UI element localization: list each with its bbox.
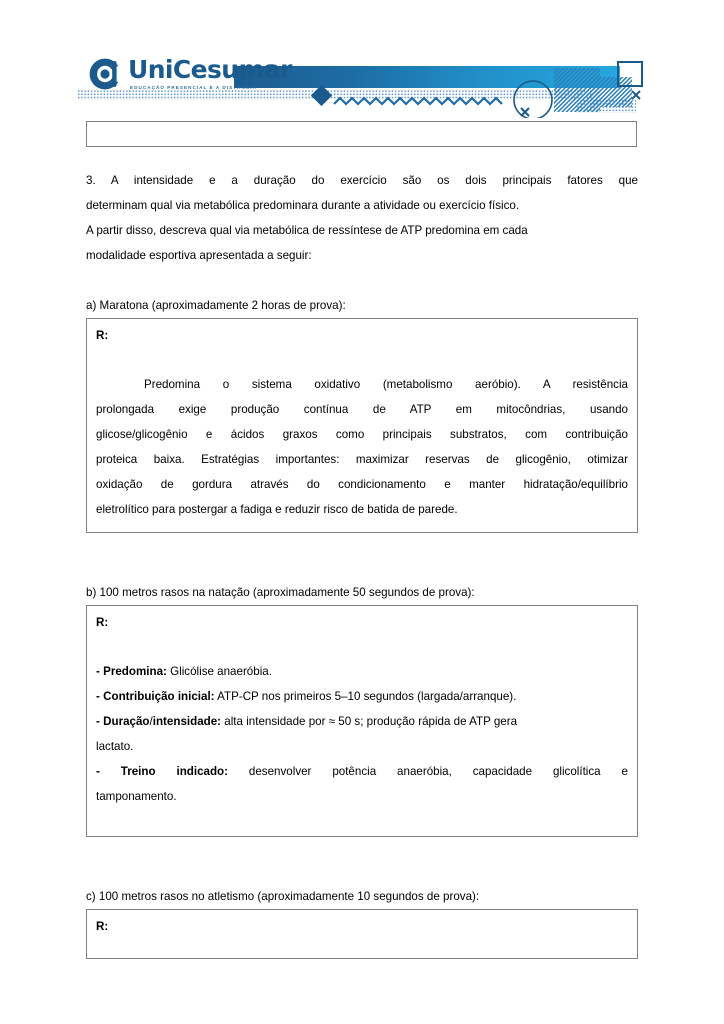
bullet-term-part2: intensidade: [152,715,222,728]
spacer [96,347,628,372]
answer-box-c[interactable] [86,909,638,959]
unicesumar-logo-icon [88,57,122,91]
bullet-dash: - [96,665,100,678]
section-label-c: c) 100 metros rasos no atletismo (aproximadamente 10 segundos de prova): [86,890,480,903]
answer-box-b[interactable] [86,605,638,837]
dot-strip-icon [78,90,593,99]
spacer [86,268,638,293]
document-body [86,168,638,959]
bullet-term-part1: Duração [103,715,150,728]
spacer [86,533,638,558]
intro-line-3: A partir disso, descreva qual via metabólica de ressíntese de ATP predomina em cada [86,224,528,237]
answer-b-bullet-2 [96,684,628,709]
bullet-term: Treino indicado: [120,765,228,778]
intro-line-1: 3. A intensidade e a duração do exercício são os dois principais fatores que [86,174,638,187]
logo-tagline: EDUCAÇÃO PRESENCIAL E A DISTÂNCIA [130,85,257,90]
dot-strip-icon [576,99,636,113]
answer-b-bullet-3-cont: lactato. [96,740,134,753]
logo-wordmark-uni: Uni [128,55,173,84]
spacer [86,558,638,580]
spacer [86,862,638,884]
square-outline-icon [618,62,642,86]
answer-b-bullet-3 [96,709,628,734]
x-mark-icon [632,91,640,99]
bullet-text-line-1: desenvolver potência anaeróbia, capacidade glicolítica e [248,765,628,778]
spacer [96,634,628,659]
header-empty-box[interactable] [86,121,637,147]
question-intro-paragraph [86,168,638,268]
bullet-dash: - [96,690,100,703]
answer-r-tag-a: R: [96,329,109,342]
diamond-icon [311,85,332,106]
answer-b-bullet-4 [96,759,628,784]
unicesumar-logo [88,57,292,91]
answer-a-line-3: glicose/glicogênio e ácidos graxos como principais substratos, com contribuição [96,428,628,441]
bullet-term-separator: / [149,715,153,728]
answer-box-a[interactable] [86,318,638,533]
answer-b-bullet-1 [96,659,628,684]
bullet-text-line-1: alta intensidade por ≈ 50 s; produção rápida de ATP gera [224,715,518,728]
logo-wordmark-cesumar: Cesumar [172,55,292,84]
answer-b-bullet-4-cont: tamponamento. [96,790,177,803]
answer-r-tag-c: R: [96,920,109,933]
bullet-text: ATP-CP nos primeiros 5–10 segundos (largada/arranque). [217,690,517,703]
bullet-term: Contribuição inicial: [103,690,215,703]
bullet-dash: - [96,765,100,778]
answer-a-line-2: prolongada exige produção contínua de ATP em mitocôndrias, usando [96,403,628,416]
page-header [0,0,724,118]
section-label-a: a) Maratona (aproximadamente 2 horas de prova): [86,299,346,312]
bullet-dash: - [96,715,100,728]
x-mark-icon [521,108,529,116]
spacer [86,837,638,862]
answer-a-line-5: oxidação de gordura através do condicionamento e manter hidratação/equilíbrio [96,478,628,491]
answer-r-tag-b: R: [96,616,109,629]
intro-line-2: determinam qual via metabólica predominara durante a atividade ou exercício físico. [86,199,520,212]
intro-line-4: modalidade esportiva apresentada a seguir: [86,249,312,262]
logo-wordmark [128,57,292,83]
answer-a-line-4: proteica baixa. Estratégias importantes: maximizar reservas de glicogênio, otimizar [96,453,628,466]
bullet-term: Predomina: [103,665,167,678]
answer-a-line-1: Predomina o sistema oxidativo (metabolismo aeróbio). A resistência [144,378,628,391]
zigzag-line-icon [334,98,502,104]
section-label-b: b) 100 metros rasos na natação (aproximadamente 50 segundos de prova): [86,586,475,599]
bullet-text: Glicólise anaeróbia. [170,665,272,678]
answer-a-line-6: eletrolítico para postergar a fadiga e reduzir risco de batida de parede. [96,503,458,516]
